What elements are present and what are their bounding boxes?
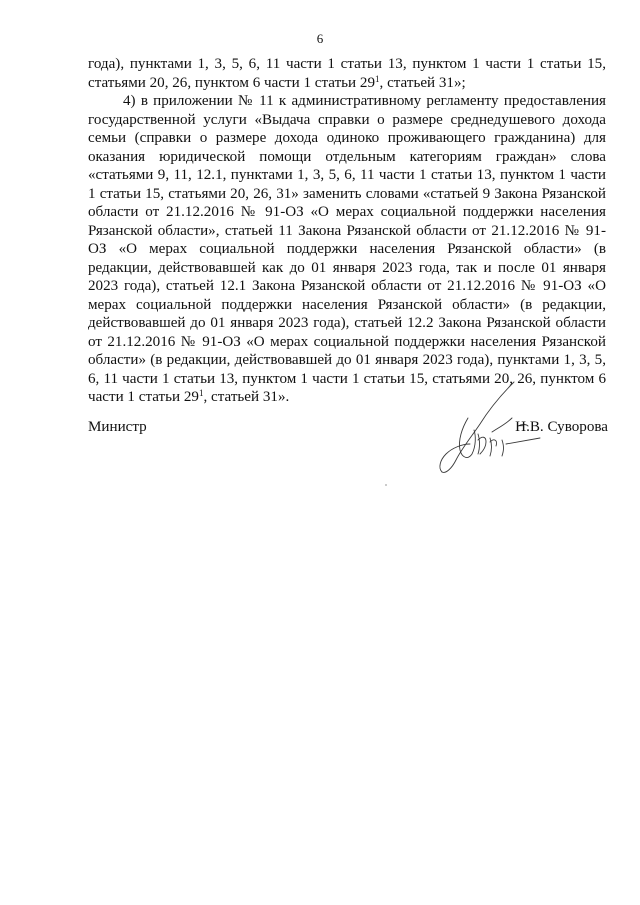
paragraph-item-4 — [88, 92, 606, 407]
document-body — [88, 55, 606, 407]
superscript: 1 — [198, 388, 204, 398]
page-number: 6 — [316, 31, 324, 46]
signature-block — [88, 418, 606, 488]
superscript: 1 — [375, 73, 380, 84]
signatory-position: Министр — [88, 419, 147, 435]
scan-speck — [385, 484, 387, 486]
paragraph-text-end: , статьей 31»; — [379, 74, 466, 91]
paragraph-continuation — [88, 55, 606, 92]
paragraph-text-end: , статьей 31». — [203, 389, 290, 405]
paragraph-text: 4) в приложении № 11 к административному регламенту предоставления государственной услуги «Выдача справки о размере среднедушевого дохода семьи (справки о размере дохода одиноко проживающего гражданина) для оказания юридической помощи отдельным категориям граждан» слова «статьями 9, 11, 12.1, пунктами 1, 3, 5, 6, 11 части 1 статьи 13, пунктом 1 части 1 статьи 15, статьями 20, 26, 31» заменить словами «статьей 9 Закона Рязанской области от 21.12.2016 № 91-ОЗ «О мерах социальной поддержки населения Рязанской области», статьей 11 Закона Рязанской области от 21.12.2016 № 91-ОЗ «О мерах социальной поддержки населения Рязанской области» (в редакции, действовавшей как до 01 января 2023 года, так и после 01 января 2023 года), статьей 12.1 Закона Рязанской области от 21.12.2016 № 91-ОЗ «О мерах социальной поддержки населения Рязанской области» (в редакции, действовавшей до 01 января 2023 года), статьей 12.2 Закона Рязанской области от 21.12.2016 № 91-ОЗ «О мерах социальной поддержки населения Рязанской области» (в редакции, действовавшей до 01 января 2023 года), пунктами 1, 3, 5, 6, 11 части 1 статьи 13, пунктом 1 части 1 статьи 15, статьями 20, 26, пунктом 6 части 1 статьи 29 — [88, 93, 606, 405]
paragraph-text: года), пунктами 1, 3, 5, 6, 11 части 1 статьи 13, пунктом 1 части 1 статьи 15, статьями 20, 26, пунктом 6 части 1 статьи 29 — [88, 56, 606, 91]
signatory-name: Н.В. Суворова — [515, 419, 608, 435]
